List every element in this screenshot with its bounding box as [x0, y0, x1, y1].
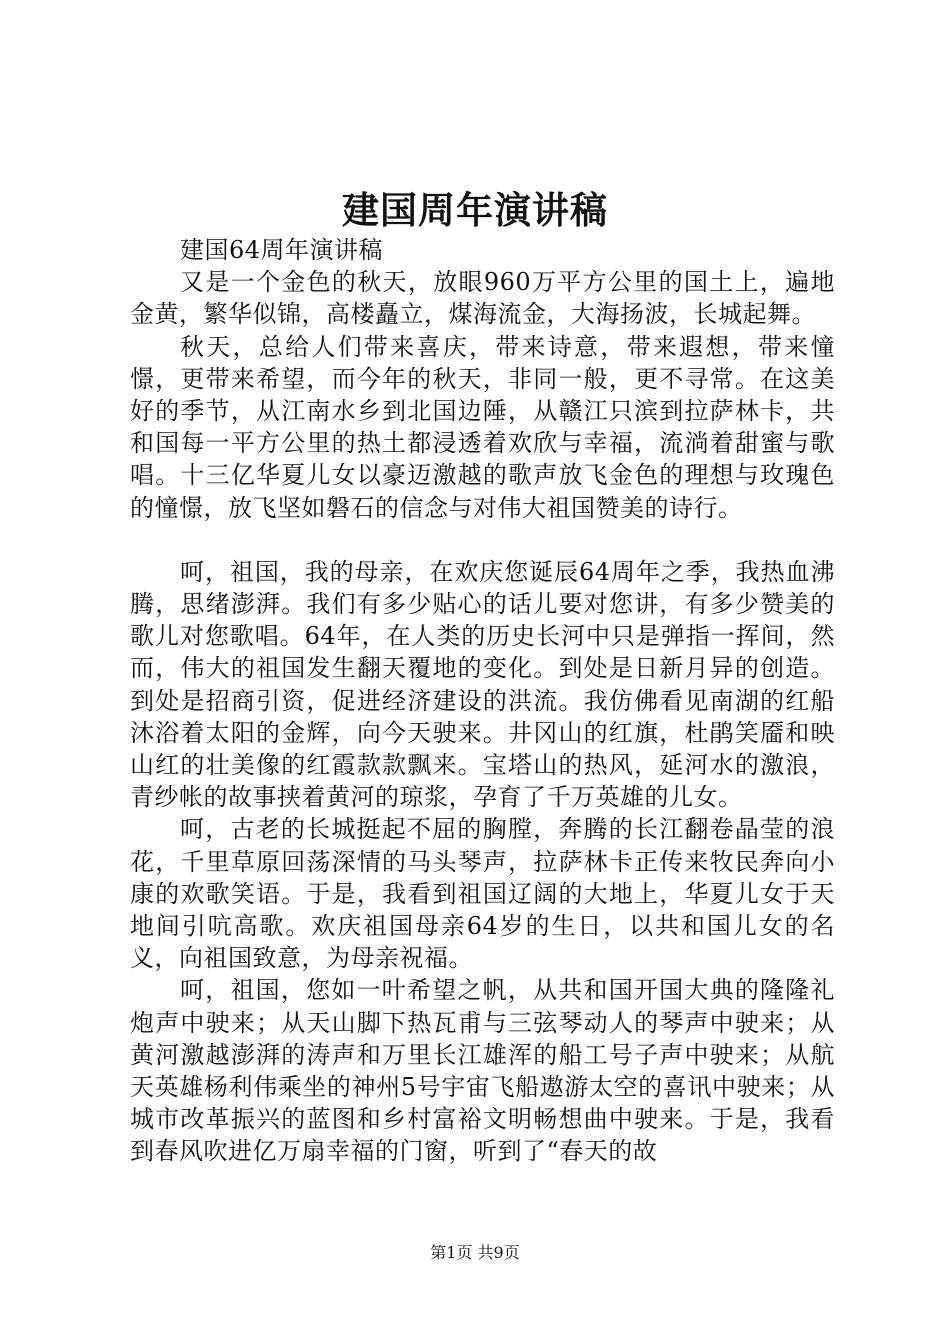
document-body	[130, 234, 835, 1168]
paragraph: 呵，祖国，您如一叶希望之帆，从共和国开国大典的隆隆礼炮声中驶来；从天山脚下热瓦甫与三弦琴动人的琴声中驶来；从黄河激越澎湃的涛声和万里长江雄浑的船工号子声中驶来；从航天英雄杨利伟乘坐的神州5号宇宙飞船遨游太空的喜讯中驶来；从城市改革振兴的蓝图和乡村富裕文明畅想曲中驶来。于是，我看到春风吹进亿万扇幸福的门窗，听到了“春天的故	[130, 976, 835, 1166]
paragraph: 秋天，总给人们带来喜庆，带来诗意，带来遐想，带来憧憬，更带来希望，而今年的秋天，非同一般，更不寻常。在这美好的季节，从江南水乡到北国边陲，从赣江只滨到拉萨林卡，共和国每一平方公里的热土都浸透着欢欣与幸福，流淌着甜蜜与歌唱。十三亿华夏儿女以豪迈激越的歌声放飞金色的理想与玫瑰色的憧憬，放飞坚如磐石的信念与对伟大祖国赞美的诗行。	[130, 332, 835, 522]
page-footer: 第1页 共9页	[430, 1243, 520, 1262]
paragraph: 呵，祖国，我的母亲，在欢庆您诞辰64周年之季，我热血沸腾，思绪澎湃。我们有多少贴心的话儿要对您讲，有多少赞美的歌儿对您歌唱。64年，在人类的历史长河中只是弹指一挥间，然而，伟大的祖国发生翻天覆地的变化。到处是日新月异的创造。到处是招商引资，促进经济建设的洪流。我仿佛看见南湖的红船沐浴着太阳的金辉，向今天驶来。井冈山的红旗，杜鹃笑靥和映山红的壮美像的红霞款款飘来。宝塔山的热风，延河水的激浪，青纱帐的故事挟着黄河的琼浆，孕育了千万英雄的儿女。	[130, 557, 835, 812]
paragraph: 又是一个金色的秋天，放眼960万平方公里的国土上，遍地金黄，繁华似锦，高楼矗立，煤海流金，大海扬波，长城起舞。	[130, 268, 835, 329]
document-subtitle: 建国64周年演讲稿	[180, 236, 384, 264]
document-title: 建国周年演讲稿	[342, 188, 608, 232]
paragraph: 呵，古老的长城挺起不屈的胸膛，奔腾的长江翻卷晶莹的浪花，千里草原回荡深情的马头琴声，拉萨林卡正传来牧民奔向小康的欢歌笑语。于是，我看到祖国辽阔的大地上，华夏儿女于天地间引吭高歌。欢庆祖国母亲64岁的生日，以共和国儿女的名义，向祖国致意，为母亲祝福。	[130, 815, 835, 973]
